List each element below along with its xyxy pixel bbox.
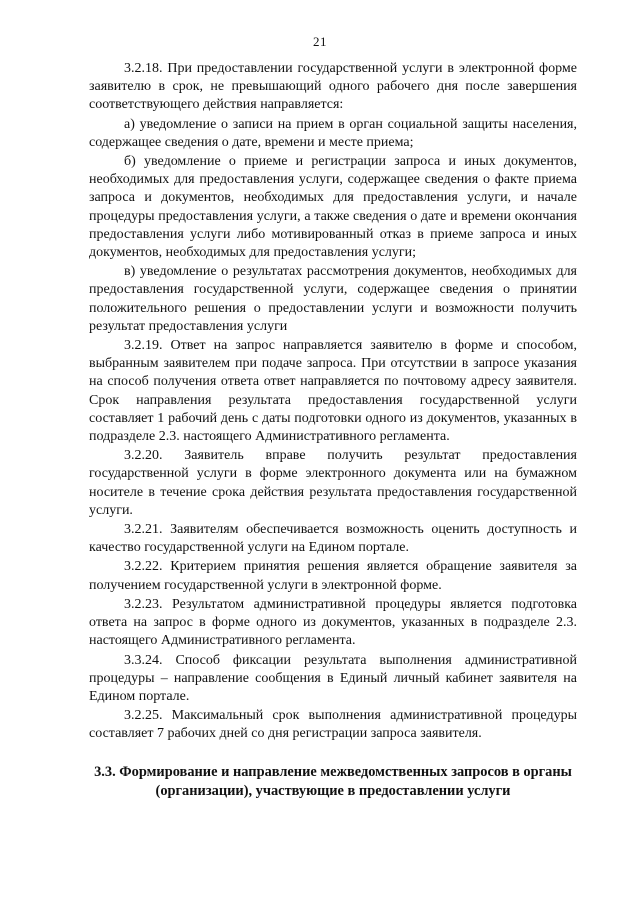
- page-number: 21: [313, 34, 327, 49]
- paragraph-3-2-19: 3.2.19. Ответ на запрос направляется заявителю в форме и способом, выбранным заявителем при подаче запроса. При отсутствии в запросе указания на способ получения ответа ответ направляется по почтовому адресу заявителя. Срок направления результата предоставления государственной услуги составляет 1 рабочий день с даты подготовки одного из документов, указанных в подразделе 2.3. настоящего Административного регламента.: [89, 338, 577, 445]
- paragraph-item-b: б) уведомление о приеме и регистрации запроса и иных документов, необходимых для предоставления услуги, содержащее сведения о факте приема запроса и документов, необходимых для предоставления услуги, и начале процедуры предоставления услуги, а также сведения о дате и времени окончания предоставления услуги либо мотивированный отказ в приеме запроса и иных документов, необходимых для предоставления услуги;: [89, 154, 577, 261]
- paragraph-3-2-21: 3.2.21. Заявителям обеспечивается возможность оценить доступность и качество государственной услуги на Едином портале.: [89, 522, 577, 556]
- paragraph-3-2-25: 3.2.25. Максимальный срок выполнения административной процедуры составляет 7 рабочих дней со дня регистрации запроса заявителя.: [89, 708, 577, 742]
- paragraph-3-2-20: 3.2.20. Заявитель вправе получить результат предоставления государственной услуги в форме электронного документа или на бумажном носителе в течение срока действия результата предоставления государственной услуги.: [89, 448, 577, 518]
- paragraph-item-v: в) уведомление о результатах рассмотрения документов, необходимых для предоставления государственной услуги, содержащее сведения о принятии положительного решения о предоставлении услуги и возможности получить результат предоставления услуги: [89, 264, 577, 334]
- section-heading: 3.3. Формирование и направление межведомственных запросов в органы (организации), участвующие в предоставлении услуги: [94, 764, 572, 799]
- body-text: [89, 60, 577, 744]
- paragraph-3-3-24: 3.3.24. Способ фиксации результата выполнения административной процедуры – направление сообщения в Единый личный кабинет заявителя на Едином портале.: [89, 652, 577, 704]
- paragraph-3-2-22: 3.2.22. Критерием принятия решения является обращение заявителя за получением государственной услуги в электронной форме.: [89, 559, 577, 593]
- paragraph-3-2-18: 3.2.18. При предоставлении государственной услуги в электронной форме заявителю в срок, не превышающий одного рабочего дня после завершения соответствующего действия направляется:: [89, 61, 577, 113]
- paragraph-item-a: а) уведомление о записи на прием в орган социальной защиты населения, содержащее сведения о дате, времени и месте приема;: [89, 116, 577, 150]
- paragraph-3-2-23: 3.2.23. Результатом административной процедуры является подготовка ответа на запрос в форме одного из документов, указанных в подразделе 2.3. настоящего Административного регламента.: [89, 596, 577, 649]
